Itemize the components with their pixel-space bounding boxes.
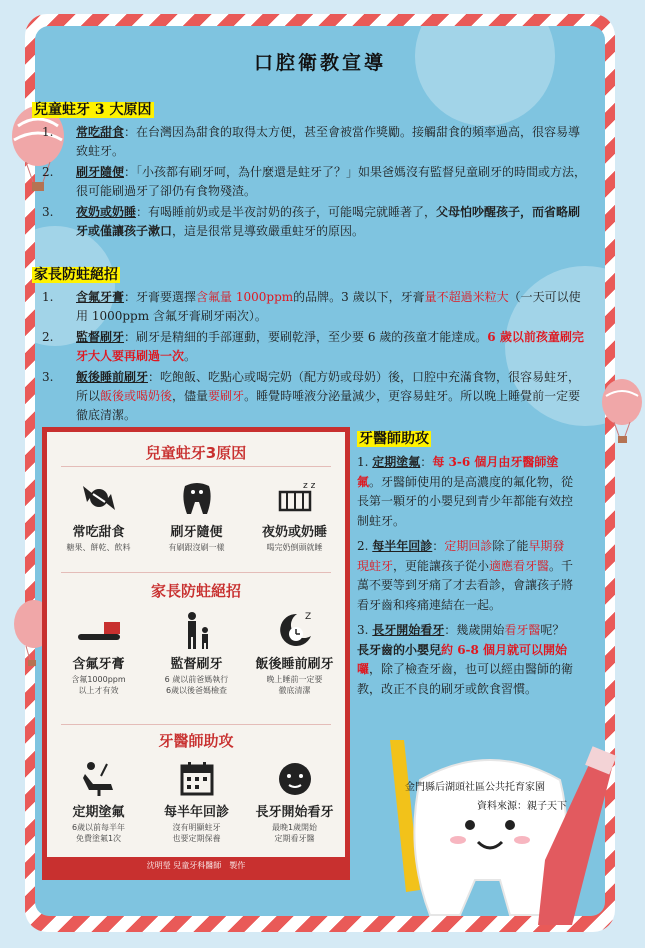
item-emphasis: 約 6-8 個月就可以開始囉 — [357, 642, 568, 676]
item-emphasis: 量不超過米粒大 — [424, 290, 509, 304]
divider — [61, 572, 331, 573]
tooth-mascot-icon — [360, 740, 620, 930]
list-item — [32, 328, 587, 366]
cell-note: 6歲以前每半年 — [71, 823, 126, 832]
item-text: ，儘量 — [172, 389, 209, 403]
item-text: ： — [444, 623, 457, 637]
item-text: 。千萬不要等到牙痛了才去看診，會讓孩子將看牙齒和疼痛連結在一起。 — [357, 558, 574, 612]
list-item — [32, 203, 587, 241]
cell-note: 6 歲以前爸媽執行 — [164, 675, 229, 684]
item-text: ： — [420, 455, 433, 469]
poster-cell — [147, 610, 246, 696]
item-emphasis: 定期回診 — [444, 539, 493, 553]
item-text: ：有喝睡前奶或是半夜討奶的孩子，可能喝完就睡著了， — [136, 205, 437, 219]
item-key: 定期塗氟 — [372, 455, 421, 469]
item-number: 3. — [42, 205, 54, 219]
cell-label: 夜奶或奶睡 — [261, 525, 327, 540]
poster-cell — [49, 478, 148, 553]
paragraph — [357, 621, 575, 699]
item-text: ：刷牙是精細的手部運動，要刷乾淨，至少要 6 歲的孩童才能達成。 — [124, 330, 488, 344]
cell-note: 也要定期保養 — [172, 834, 221, 843]
poster-cell — [245, 610, 344, 696]
footer-organization: 金門縣后湖頭社區公共托育家園 — [405, 782, 545, 793]
poster-title-tips: 家長防蛀絕招 — [150, 582, 241, 600]
footer-source: 資料來源：親子天下 — [477, 801, 567, 812]
item-emphasis: 含氟量 1000ppm — [196, 290, 294, 304]
list-item — [32, 368, 587, 425]
item-emphasis: 6 歲以前孩童刷完牙大人要再刷過一次 — [76, 330, 584, 363]
calendar-icon — [177, 758, 217, 798]
item-text: ：「小孩都有刷牙呵，為什麼還是蛀牙了？」如果爸媽沒有監督兒童刷牙的時間或方法，很可能刷過牙了卻仍有食物殘渣。 — [76, 165, 587, 198]
list-item — [32, 163, 587, 201]
poster-credit: 沈明瑩 兒童牙科醫師 製作 — [47, 857, 345, 875]
cell-label: 飯後睡前刷牙 — [255, 657, 334, 672]
toothbrush-icon — [74, 610, 124, 650]
poster-cell — [245, 478, 344, 553]
item-text: 的品牌。3 歲以下，牙膏 — [293, 290, 425, 304]
item-emphasis: 要刷牙 — [208, 389, 245, 403]
item-number: 2. — [357, 539, 369, 553]
item-text: ：牙膏要選擇 — [124, 290, 197, 304]
item-text: 。 — [184, 349, 197, 363]
list-item — [32, 123, 587, 161]
hot-air-balloon-icon — [600, 378, 645, 458]
item-text: ，這是很常見導致嚴重蛀牙的原因。 — [172, 224, 365, 238]
divider — [61, 724, 331, 725]
poster-cell — [49, 610, 148, 696]
section-causes — [32, 99, 587, 243]
item-emphasis: 父母怕吵醒孩子，而省略刷牙或僅讓孩子漱口 — [76, 205, 581, 238]
page-title: 口腔衛教宣導 — [253, 52, 386, 74]
cell-note: 徹底清潔 — [278, 686, 311, 695]
item-text: ，更能讓孩子從小 — [393, 558, 490, 573]
item-text: 呢？ — [540, 623, 565, 637]
divider — [61, 466, 331, 467]
item-text: （一天可以使用 1000ppm 含氟牙膏刷牙兩次）。 — [76, 290, 581, 323]
item-number: 2. — [42, 330, 54, 344]
paragraph — [357, 453, 575, 531]
item-emphasis: 看牙醫 — [504, 623, 541, 637]
poster-cell — [49, 758, 148, 844]
item-emphasis: 早期發現蛀牙 — [357, 539, 565, 573]
item-key: 飯後睡前刷牙 — [76, 370, 149, 384]
cell-note: 6歲以後爸媽檢查 — [165, 686, 228, 695]
section-heading: 家長防蛀絕招 — [34, 267, 118, 283]
item-number: 2. — [42, 165, 54, 179]
item-key: 常吃甜食 — [76, 125, 125, 139]
cell-label: 每半年回診 — [163, 805, 229, 820]
poster-title-causes: 兒童蛀牙3原因 — [145, 444, 247, 462]
item-text: 幾歲開始 — [456, 623, 505, 637]
decayed-tooth-icon — [177, 478, 217, 518]
dental-chair-icon — [79, 758, 119, 798]
moon-clock-icon — [275, 610, 315, 650]
item-text: ：吃飽飯、吃點心或喝完奶（配方奶或母奶）後，口腔中充滿食物，很容易蛀牙，所以 — [76, 370, 581, 403]
cell-label: 長牙開始看牙 — [255, 805, 334, 820]
item-emphasis: 適應看牙醫 — [489, 558, 550, 573]
svg-text:z z: z z — [302, 481, 315, 491]
cell-note: 糖果、餅乾、飲料 — [66, 543, 131, 552]
infographic-poster — [42, 427, 350, 880]
item-number: 3. — [42, 370, 54, 384]
cell-note: 喝完奶倒頭就睡 — [266, 543, 323, 552]
cell-note: 最晚1歲開始 — [271, 823, 318, 832]
item-text: ：在台灣因為甜食的取得太方便，甚至會被當作獎勵。接觸甜食的頻率過高，很容易導致蛀牙。 — [76, 125, 581, 158]
poster-cell — [245, 758, 344, 844]
cell-note: 沒有明顯蛀牙 — [172, 823, 221, 832]
poster-cell — [147, 478, 246, 553]
cell-note: 以上才有效 — [78, 686, 119, 695]
cell-label: 監督刷牙 — [170, 657, 223, 672]
item-emphasis: 每 3-6 個月由牙醫師塗氟 — [357, 455, 559, 489]
item-key: 含氟牙膏 — [76, 290, 125, 304]
cell-note: 含氟1000ppm — [71, 675, 126, 684]
item-text: 。牙醫師使用的是高濃度的氟化物，從長第一顆牙的小嬰兒到青少年都能有效控制蛀牙。 — [357, 474, 574, 528]
poster-cell — [147, 758, 246, 844]
item-text: ： — [432, 539, 445, 553]
cell-note: 有刷跟沒刷一樣 — [168, 543, 225, 552]
cell-note: 晚上睡前一定要 — [266, 675, 323, 684]
crib-icon — [275, 478, 315, 518]
cell-note: 定期看牙醫 — [274, 834, 315, 843]
cell-note: 免費塗氟1次 — [75, 834, 122, 843]
section-parent-tips — [32, 264, 587, 427]
parent-child-icon — [177, 610, 217, 650]
section-heading: 兒童蛀牙 3 大原因 — [34, 102, 152, 118]
item-key: 長牙開始看牙 — [372, 623, 445, 637]
list-item — [32, 288, 587, 326]
item-emphasis: 長牙齒的小嬰兒 — [357, 642, 442, 657]
item-number: 1. — [42, 290, 54, 304]
section-heading: 牙醫師助攻 — [359, 431, 429, 447]
item-text: ，除了檢查牙齒，也可以經由醫師的衛教，改正不良的刷牙或飲食習慣。 — [357, 662, 574, 696]
item-key: 每半年回診 — [372, 539, 433, 553]
candy-icon — [79, 478, 119, 518]
paragraph — [357, 537, 575, 615]
item-key: 夜奶或奶睡 — [76, 205, 137, 219]
item-text: 除了能 — [492, 539, 529, 553]
item-number: 3. — [357, 623, 369, 637]
cell-label: 定期塗氟 — [72, 805, 125, 820]
section-dentist — [357, 428, 575, 705]
item-number: 1. — [357, 455, 369, 469]
item-key: 刷牙隨便 — [76, 165, 125, 179]
item-key: 監督刷牙 — [76, 330, 125, 344]
poster-title-dentist: 牙醫師助攻 — [158, 732, 234, 750]
cell-label: 刷牙隨便 — [170, 525, 223, 540]
svg-text:Z: Z — [304, 612, 311, 622]
item-number: 1. — [42, 125, 54, 139]
cell-label: 常吃甜食 — [72, 525, 125, 540]
item-emphasis: 飯後或喝奶後 — [100, 389, 173, 403]
item-text: 。睡覺時唾液分泌量減少，更容易蛀牙。所以晚上睡覺前一定要徹底清潔。 — [76, 389, 581, 422]
baby-face-icon — [275, 758, 315, 798]
cell-label: 含氟牙膏 — [72, 657, 125, 672]
